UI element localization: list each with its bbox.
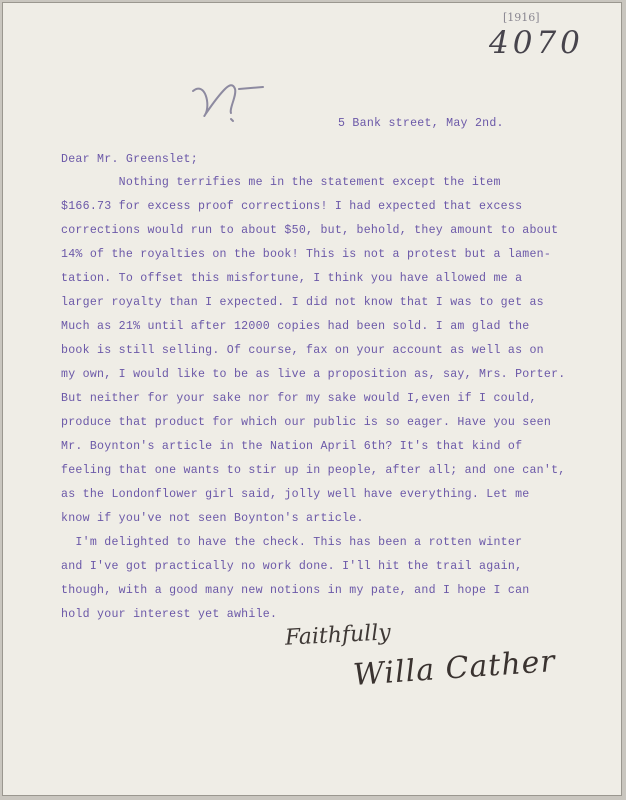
body-line: Nothing terrifies me in the statement except the item [61,176,501,189]
archive-year-note: [1916] [503,11,540,24]
body-line: book is still selling. Of course, fax on your account as well as on [61,344,544,357]
body-line: feeling that one wants to stir up in people, after all; and one can't, [61,464,566,477]
body-line: know if you've not seen Boynton's article. [61,512,364,525]
body-line: and I've got practically no work done. I'll hit the trail again, [61,560,523,573]
body-line: as the Londonflower girl said, jolly well have everything. Let me [61,488,530,501]
salutation: Dear Mr. Greenslet; [61,153,198,166]
address-date: 5 Bank street, May 2nd. [338,117,504,130]
pencil-squiggle-mark [185,69,285,125]
body-line: 14% of the royalties on the book! This is not a protest but a lamen- [61,248,552,261]
letter-body [61,176,621,621]
body-line: hold your interest yet awhile. [61,608,278,621]
body-line: Mr. Boynton's article in the Nation April 6th? It's that kind of [61,440,523,453]
signature-handwritten: Willa Cather [352,643,557,694]
body-line: Much as 21% until after 12000 copies had been sold. I am glad the [61,320,530,333]
body-line: produce that product for which our public is so eager. Have you seen [61,416,552,429]
body-line: my own, I would like to be as live a proposition as, say, Mrs. Porter. [61,368,566,381]
body-line: tation. To offset this misfortune, I think you have allowed me a [61,272,523,285]
body-line: $166.73 for excess proof corrections! I had expected that excess [61,200,523,213]
body-line: larger royalty than I expected. I did not know that I was to get as [61,296,544,309]
body-line: though, with a good many new notions in my pate, and I hope I can [61,584,530,597]
body-line: corrections would run to about $50, but, behold, they amount to about [61,224,559,237]
closing-handwritten: Faithfully [284,620,392,651]
body-line: I'm delighted to have the check. This has been a rotten winter [61,536,523,549]
letter-page [2,2,622,796]
archive-number: 4070 [489,25,584,61]
body-line: But neither for your sake nor for my sake would I,even if I could, [61,392,537,405]
